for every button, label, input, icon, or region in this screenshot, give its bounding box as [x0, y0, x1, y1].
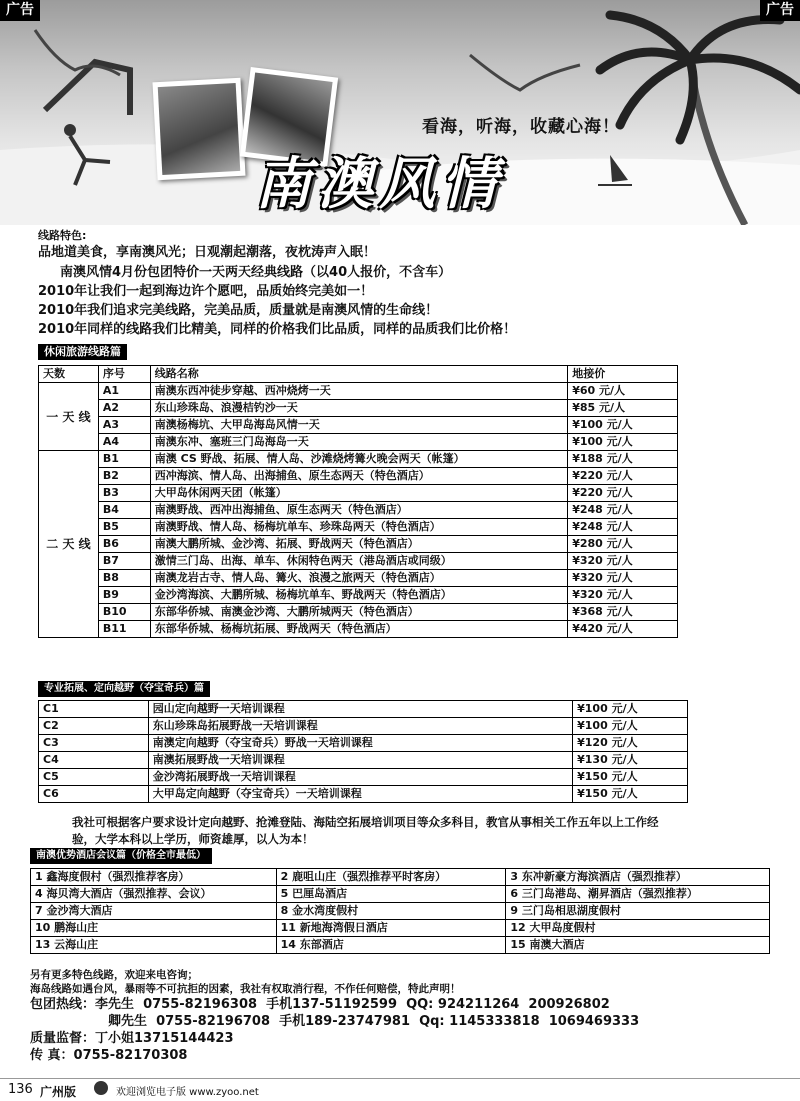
route-no: B9 — [98, 587, 150, 604]
table-row — [39, 553, 678, 570]
course-no: C5 — [39, 769, 149, 786]
edition-label: 广州版 — [40, 1085, 77, 1099]
route-name: 南澳野战、情人岛、杨梅坑单车、珍珠岛两天（特色酒店） — [150, 519, 567, 536]
course-no: C2 — [39, 718, 149, 735]
route-price: ¥420 元/人 — [568, 621, 678, 638]
contact-mobile: 手机189-23747981 — [279, 1014, 410, 1029]
hotel-item: 13 云海山庄 — [31, 937, 277, 954]
qq-number: 1069469333 — [548, 1014, 640, 1029]
contact-name: 卿先生 — [108, 1014, 148, 1029]
qq-label: Qq: — [419, 1014, 445, 1029]
course-no: C3 — [39, 735, 149, 752]
table-row — [39, 400, 678, 417]
course-name: 大甲岛定向越野（夺宝奇兵）一天培训课程 — [148, 786, 572, 803]
logo-icon — [94, 1081, 108, 1095]
table-row — [39, 383, 678, 400]
hotels-section-title: 南澳优势酒店会议篇（价格全市最低） — [30, 848, 212, 864]
feature-line: 2010年我们追求完美线路，完美品质，质量就是南澳风情的生命线！ — [38, 303, 439, 318]
table-row — [39, 587, 678, 604]
qq-number: 1145333818 — [449, 1014, 540, 1029]
hotel-item: 15 南澳大酒店 — [506, 937, 770, 954]
contact-name: 李先生 — [95, 997, 135, 1012]
route-price: ¥100 元/人 — [568, 434, 678, 451]
course-name: 金沙湾拓展野战一天培训课程 — [148, 769, 572, 786]
route-no: A1 — [98, 383, 150, 400]
route-no: B10 — [98, 604, 150, 621]
fax-row — [30, 1047, 770, 1064]
route-name: 南澳大鹏所城、金沙湾、拓展、野战两天（特色酒店） — [150, 536, 567, 553]
course-price: ¥150 元/人 — [573, 786, 688, 803]
contact-block — [30, 968, 770, 1064]
header-name: 线路名称 — [150, 366, 567, 383]
route-name: 南澳野战、西冲出海捕鱼、原生态两天（特色酒店） — [150, 502, 567, 519]
route-no: B8 — [98, 570, 150, 587]
route-name: 东部华侨城、杨梅坑拓展、野战两天（特色酒店） — [150, 621, 567, 638]
hero-banner — [0, 0, 800, 225]
contact-mobile: 手机137-51192599 — [266, 997, 398, 1012]
route-price: ¥85 元/人 — [568, 400, 678, 417]
route-price: ¥220 元/人 — [568, 485, 678, 502]
ad-tag-right: 广告 — [760, 0, 800, 21]
leisure-section-title: 休闲旅游线路篇 — [38, 344, 127, 360]
route-price: ¥320 元/人 — [568, 570, 678, 587]
day-group-two: 二 天 线 — [39, 451, 99, 638]
route-price: ¥220 元/人 — [568, 468, 678, 485]
day-group-one: 一 天 线 — [39, 383, 99, 451]
route-name: 大甲岛休闲两天团（帐篷） — [150, 485, 567, 502]
course-name: 南澳拓展野战一天培训课程 — [148, 752, 572, 769]
route-name: 东山珍珠岛、浪漫桔钓沙一天 — [150, 400, 567, 417]
route-features — [38, 229, 688, 339]
table-row — [31, 869, 770, 886]
route-price: ¥320 元/人 — [568, 553, 678, 570]
table-row — [31, 886, 770, 903]
table-row — [31, 920, 770, 937]
hotel-item: 9 三门岛相思湖度假村 — [506, 903, 770, 920]
route-no: B11 — [98, 621, 150, 638]
page-footer — [0, 1078, 800, 1101]
footer-note-2: 海岛线路如遇台风，暴雨等不可抗拒的因素，我社有权取消行程，不作任何赔偿，特此声明！ — [30, 983, 461, 995]
table-row — [39, 718, 688, 735]
hero-title: 南澳风情 — [255, 152, 503, 217]
route-name: 西冲海滨、情人岛、出海捕鱼、原生态两天（特色酒店） — [150, 468, 567, 485]
table-row — [39, 769, 688, 786]
qq-number: 200926802 — [528, 997, 610, 1012]
header-days: 天数 — [39, 366, 99, 383]
contact-tel: 0755-82196308 — [143, 997, 258, 1012]
site-tagline: 欢迎浏览电子版 www.zyoo.net — [116, 1087, 259, 1098]
route-no: B2 — [98, 468, 150, 485]
training-section-title: 专业拓展、定向越野（夺宝奇兵）篇 — [38, 681, 210, 697]
route-name: 南澳龙岩古寺、情人岛、篝火、浪漫之旅两天（特色酒店） — [150, 570, 567, 587]
table-row — [39, 752, 688, 769]
feature-line: 南澳风情4月份包团特价一天两天经典线路（以40人报价，不含车） — [60, 265, 452, 280]
hotel-item: 10 鹏海山庄 — [31, 920, 277, 937]
route-no: A3 — [98, 417, 150, 434]
route-no: B3 — [98, 485, 150, 502]
route-price: ¥320 元/人 — [568, 587, 678, 604]
route-name: 东部华侨城、南澳金沙湾、大鹏所城两天（特色酒店） — [150, 604, 567, 621]
route-no: B4 — [98, 502, 150, 519]
hotels-table — [30, 868, 770, 954]
course-price: ¥100 元/人 — [573, 718, 688, 735]
table-row — [39, 485, 678, 502]
table-row — [31, 937, 770, 954]
table-row — [39, 434, 678, 451]
qq-label: QQ: — [406, 997, 434, 1012]
route-price: ¥368 元/人 — [568, 604, 678, 621]
table-row — [39, 502, 678, 519]
table-row — [39, 786, 688, 803]
leisure-routes-table — [38, 365, 678, 638]
hotel-item: 2 鹿咀山庄（强烈推荐平时客房） — [276, 869, 506, 886]
route-no: A4 — [98, 434, 150, 451]
table-row — [39, 735, 688, 752]
table-row — [39, 570, 678, 587]
table-row — [39, 468, 678, 485]
hotel-item: 14 东部酒店 — [276, 937, 506, 954]
route-name: 南澳杨梅坑、大甲岛海岛风情一天 — [150, 417, 567, 434]
table-row — [39, 536, 678, 553]
route-name: 南澳 CS 野战、拓展、情人岛、沙滩烧烤篝火晚会两天（帐篷） — [150, 451, 567, 468]
supervisor-contact: 丁小姐13715144423 — [95, 1031, 234, 1046]
route-price: ¥248 元/人 — [568, 519, 678, 536]
header-price: 地接价 — [568, 366, 678, 383]
hotel-item: 4 海贝湾大酒店（强烈推荐、会议） — [31, 886, 277, 903]
table-row — [39, 701, 688, 718]
route-name: 激情三门岛、出海、单车、休闲特色两天（港岛酒店或同级） — [150, 553, 567, 570]
beach-photo-1 — [152, 78, 245, 180]
table-header-row — [39, 366, 678, 383]
route-price: ¥280 元/人 — [568, 536, 678, 553]
feature-line: 2010年让我们一起到海边许个愿吧，品质始终完美如一！ — [38, 284, 374, 299]
course-price: ¥130 元/人 — [573, 752, 688, 769]
route-name: 金沙湾海滨、大鹏所城、杨梅坑单车、野战两天（特色酒店） — [150, 587, 567, 604]
table-row — [39, 417, 678, 434]
hotel-item: 12 大甲岛度假村 — [506, 920, 770, 937]
route-name: 南澳东冲、塞班三门岛海岛一天 — [150, 434, 567, 451]
route-price: ¥248 元/人 — [568, 502, 678, 519]
hotline-label: 包团热线： — [30, 997, 96, 1012]
table-row — [39, 604, 678, 621]
hero-slogan: 看海，听海，收藏心海！ — [422, 117, 620, 137]
course-price: ¥150 元/人 — [573, 769, 688, 786]
route-no: B7 — [98, 553, 150, 570]
fax-label: 传 真： — [30, 1048, 74, 1063]
hotel-item: 6 三门岛港岛、潮昇酒店（强烈推荐） — [506, 886, 770, 903]
qq-number: 924211264 — [437, 997, 520, 1012]
course-price: ¥100 元/人 — [573, 701, 688, 718]
course-name: 东山珍珠岛拓展野战一天培训课程 — [148, 718, 572, 735]
course-name: 园山定向越野一天培训课程 — [148, 701, 572, 718]
course-no: C4 — [39, 752, 149, 769]
supervisor-row — [30, 1030, 770, 1047]
training-note: 我社可根据客户要求设计定向越野、抢滩登陆、海陆空拓展培训项目等众多科目，教官从事相关工作五年以上工作经验，大学本科以上学历，师资雄厚，以人为本！ — [72, 815, 659, 846]
hotel-item: 1 鑫海度假村（强烈推荐客房） — [31, 869, 277, 886]
page-number: 136 — [8, 1082, 33, 1097]
feature-line: 品地道美食，享南澳风光；日观潮起潮落，夜枕涛声入眠！ — [38, 245, 377, 260]
course-no: C6 — [39, 786, 149, 803]
course-price: ¥120 元/人 — [573, 735, 688, 752]
route-price: ¥100 元/人 — [568, 417, 678, 434]
route-no: B5 — [98, 519, 150, 536]
training-table — [38, 700, 688, 803]
contact-row — [30, 1013, 770, 1030]
route-price: ¥188 元/人 — [568, 451, 678, 468]
route-no: B1 — [98, 451, 150, 468]
course-no: C1 — [39, 701, 149, 718]
course-name: 南澳定向越野（夺宝奇兵）野战一天培训课程 — [148, 735, 572, 752]
footer-note-1: 另有更多特色线路，欢迎来电咨询； — [30, 969, 198, 981]
supervisor-label: 质量监督： — [30, 1031, 96, 1046]
table-row — [39, 621, 678, 638]
feature-line: 2010年同样的线路我们比精美，同样的价格我们比品质，同样的品质我们比价格！ — [38, 322, 517, 337]
table-row — [39, 451, 678, 468]
table-row — [39, 519, 678, 536]
route-name: 南澳东西冲徒步穿越、西冲烧烤一天 — [150, 383, 567, 400]
contact-row — [30, 996, 770, 1013]
ad-tag-left: 广告 — [0, 0, 40, 21]
route-no: B6 — [98, 536, 150, 553]
header-no: 序号 — [98, 366, 150, 383]
route-features-label: 线路特色: — [38, 229, 87, 242]
hotel-item: 3 东冲新豪方海滨酒店（强烈推荐） — [506, 869, 770, 886]
contact-tel: 0755-82196708 — [156, 1014, 271, 1029]
hotel-item: 7 金沙湾大酒店 — [31, 903, 277, 920]
hotel-item: 5 巴厘岛酒店 — [276, 886, 506, 903]
route-no: A2 — [98, 400, 150, 417]
table-row — [31, 903, 770, 920]
fax-number: 0755-82170308 — [73, 1048, 188, 1063]
hotel-item: 11 新地海湾假日酒店 — [276, 920, 506, 937]
route-price: ¥60 元/人 — [568, 383, 678, 400]
hotel-item: 8 金水湾度假村 — [276, 903, 506, 920]
